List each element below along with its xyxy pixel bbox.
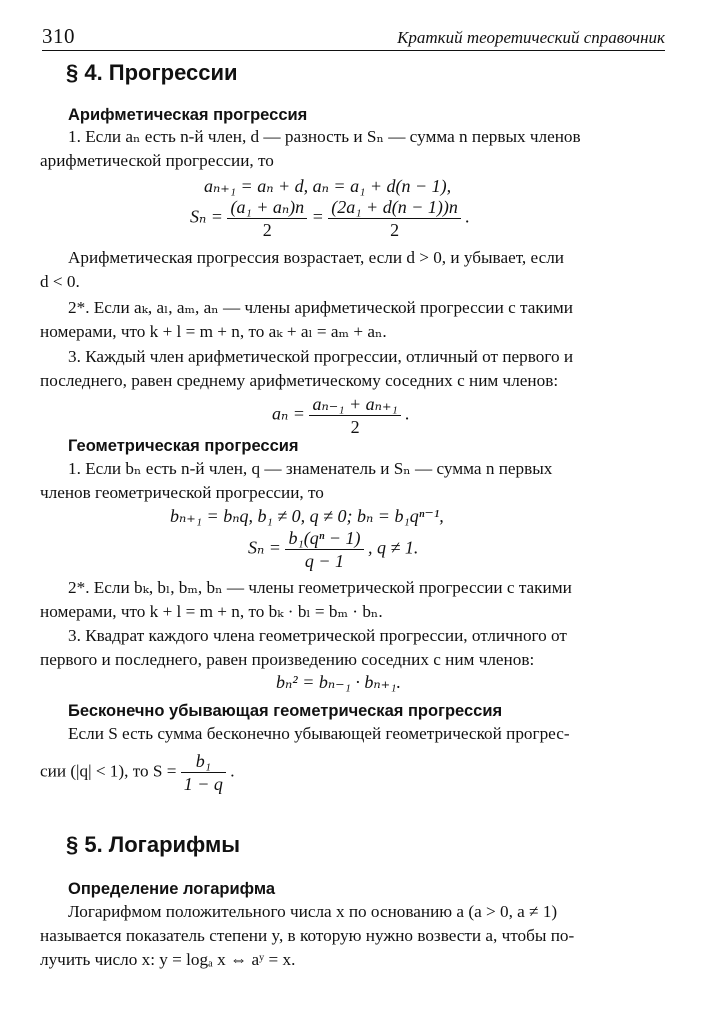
- arith-growth-line2: d < 0.: [40, 272, 80, 291]
- mean-lhs: aₙ =: [272, 403, 305, 424]
- fraction-numerator: (2a₁ + d(n − 1))n: [328, 196, 461, 219]
- geom-sum-formula: [248, 527, 418, 572]
- fraction-denominator: q − 1: [304, 551, 345, 571]
- running-title: Краткий теоретический справочник: [397, 28, 665, 47]
- heading-logarithm-definition: Определение логарифма: [68, 880, 276, 898]
- geom-item3-line1: 3. Квадрат каждого члена геометрической прогрессии, отличного от: [68, 626, 567, 645]
- arith-formula-terms: aₙ₊₁ = aₙ + d, aₙ = a₁ + d(n − 1),: [204, 176, 452, 196]
- fraction-numerator: (a₁ + aₙ)n: [227, 196, 307, 219]
- arith-growth-line1: Арифметическая прогрессия возрастает, если d > 0, и убывает, если: [68, 248, 564, 267]
- geom-item1-line1: 1. Если bₙ есть n-й член, q — знаменатель и Sₙ — сумма n первых: [68, 459, 553, 478]
- geom-item1-line2: членов геометрической прогрессии, то: [40, 483, 324, 502]
- infinite-line2-end: .: [230, 761, 235, 781]
- log-def-line1: Логарифмом положительного числа x по основанию a (a > 0, a ≠ 1): [68, 902, 558, 921]
- log-def-line2: называется показатель степени y, в которую нужно возвести a, чтобы по-: [40, 926, 575, 945]
- arith-item1-line1: 1. Если aₙ есть n-й член, d — разность и Sₙ — сумма n первых членов: [68, 127, 581, 146]
- sum-end: , q ≠ 1.: [368, 537, 419, 558]
- fraction-denominator: 1 − q: [183, 774, 223, 794]
- sum-end: .: [465, 206, 470, 227]
- infinite-line1: Если S есть сумма бесконечно убывающей геометрической прогрес-: [68, 724, 570, 743]
- sum-fraction-1: [227, 196, 307, 241]
- arith-item1-line2: арифметической прогрессии, то: [40, 151, 274, 170]
- fraction-numerator: b₁(qⁿ − 1): [285, 527, 363, 550]
- geom-sum-fraction: [285, 527, 363, 572]
- sum-fraction-2: [328, 196, 461, 241]
- geom-item3-line2: первого и последнего, равен произведению соседних с ним членов:: [40, 650, 535, 669]
- mean-fraction: [309, 393, 400, 438]
- fraction-denominator: 2: [262, 220, 272, 240]
- fraction-denominator: 2: [390, 220, 400, 240]
- arith-item2-line1: 2*. Если aₖ, aₗ, aₘ, aₙ — члены арифметической прогрессии с такими: [68, 298, 573, 317]
- log-def-line3: лучить число x: y = logₐ x ⇔ aʸ = x.: [40, 950, 296, 969]
- arith-item3-line1: 3. Каждый член арифметической прогрессии, отличный от первого и: [68, 347, 574, 366]
- geom-formula-terms: bₙ₊₁ = bₙq, b₁ ≠ 0, q ≠ 0; bₙ = b₁qⁿ⁻¹,: [170, 506, 444, 526]
- geom-item2-line1: 2*. Если bₖ, bₗ, bₘ, bₙ — члены геометрической прогрессии с такими: [68, 578, 572, 597]
- running-header: [42, 22, 665, 51]
- sum-lhs: Sₙ =: [248, 537, 281, 558]
- page-number: 310: [42, 24, 75, 48]
- mean-end: .: [405, 403, 410, 424]
- arith-item3-line2: последнего, равен среднему арифметическому соседних с ним членов:: [40, 371, 559, 390]
- fraction-denominator: 2: [350, 417, 360, 437]
- sum-lhs: Sₙ =: [190, 206, 223, 227]
- fraction-numerator: aₙ₋₁ + aₙ₊₁: [309, 393, 400, 416]
- heading-arithmetic-progression: Арифметическая прогрессия: [68, 106, 308, 124]
- arith-sum-formula: [190, 196, 470, 241]
- fraction-numerator: b₁: [181, 750, 226, 773]
- infinite-sum-fraction: [181, 750, 226, 795]
- arith-mean-formula: [272, 393, 410, 438]
- infinite-line2-start: сии (|q| < 1), то S =: [40, 761, 177, 781]
- geom-square-formula: bₙ² = bₙ₋₁ · bₙ₊₁.: [276, 672, 401, 692]
- section-title-progressions: § 4. Прогрессии: [66, 60, 238, 85]
- heading-geometric-progression: Геометрическая прогрессия: [68, 437, 299, 455]
- section-title-logarithms: § 5. Логарифмы: [66, 832, 241, 857]
- arith-item2-line2: номерами, что k + l = m + n, то aₖ + aₗ = aₘ + aₙ.: [40, 322, 387, 341]
- infinite-line2: [40, 750, 235, 795]
- geom-item2-line2: номерами, что k + l = m + n, то bₖ · bₗ = bₘ · bₙ.: [40, 602, 383, 621]
- heading-infinite-progression: Бесконечно убывающая геометрическая прогрессия: [68, 702, 503, 720]
- sum-equals: =: [311, 206, 324, 227]
